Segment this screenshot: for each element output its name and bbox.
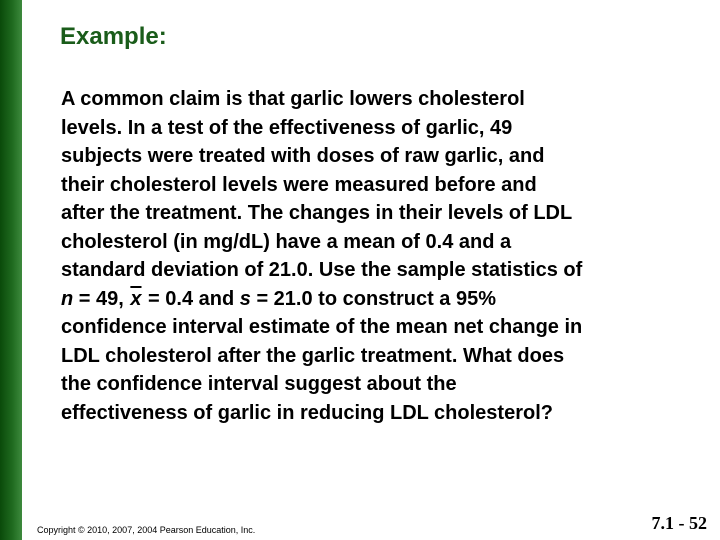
x-bar-value: = 0.4 and (142, 287, 240, 310)
text-line-6: cholesterol (in mg/dL) have a mean of 0.4 and a (61, 230, 512, 253)
text-line-1: A common claim is that garlic lowers cholesterol (61, 88, 525, 110)
text-line-5: after the treatment. The changes in their levels of LDL (61, 202, 573, 224)
slide-title: Example: (60, 23, 167, 50)
text-line-9: confidence interval estimate of the mean net change in (61, 316, 583, 338)
text-line-10: LDL cholesterol after the garlic treatment. What does (61, 344, 565, 367)
page-number: 7.1 - 52 (651, 513, 707, 533)
text-line-8-stats (61, 285, 701, 314)
s-value: = 21.0 to construct a 95% (250, 287, 496, 310)
s-variable: s (239, 287, 251, 310)
n-value: = 49, (73, 287, 130, 310)
text-line-3: subjects were treated with doses of raw garlic, and (61, 145, 545, 167)
text-line-12: effectiveness of garlic in reducing LDL cholesterol? (61, 401, 553, 424)
text-line-11: the confidence interval suggest about the (61, 373, 457, 395)
x-bar-symbol: $\overline{x}$ (130, 287, 142, 310)
copyright-notice: Copyright © 2010, 2007, 2004 Pearson Education, Inc. (37, 525, 256, 535)
side-accent-bar (0, 0, 22, 540)
n-variable: n (61, 287, 74, 310)
text-line-4: their cholesterol levels were measured before and (61, 173, 537, 196)
problem-text (61, 85, 701, 427)
text-line-7: standard deviation of 21.0. Use the sample statistics of (61, 259, 583, 281)
text-line-2: levels. In a test of the effectiveness of garlic, 49 (61, 116, 513, 139)
